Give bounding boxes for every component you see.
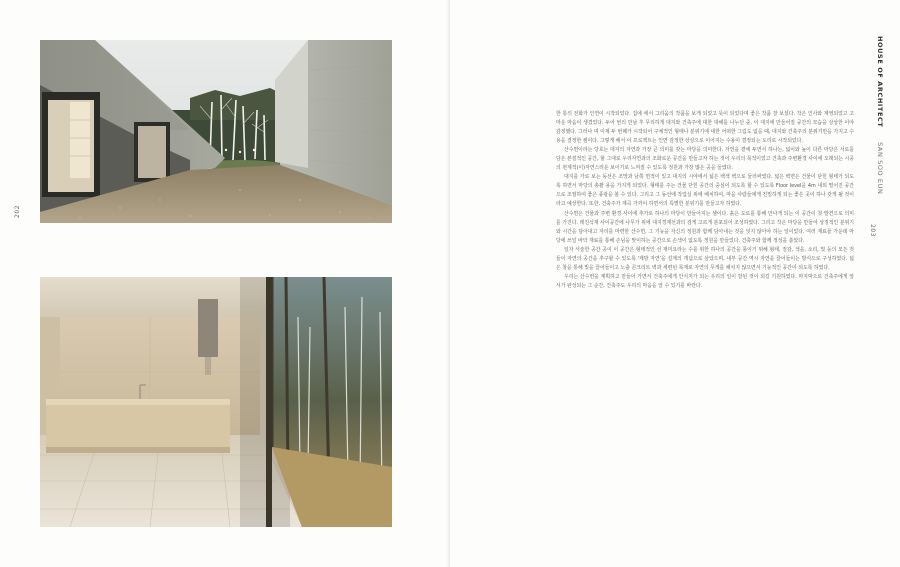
article-paragraph: 대지를 가로 보는 동선은 조망과 남쪽 면적이 있고 대지의 시야에서 넓은 백색 벽으로 둘러싸였다. 넓은 벽면은 건물이 닫힌 형태가 되도록 하면서 마당의 총괄 용을 가지게 되었다. 형태를 주는 건물 닫힌 공간의 중심이 되도록 할 수 있도록 Floor level을 4m 내외 떨어진 공간으로 조절하여 좋은 풍광을 볼 수 있다. 그리고 그 동선에 작업실 위에 배치하여, 마을 사람들에게 친밀하게 되는 좋은 곳이 하나 갖게 될 것이라고 예상한다. 또한, 건축주가 계곡 가까이 하면서의 특별한 분위기를 만들고자 하였다. [556,174,854,208]
right-page-number: 203 [869,224,876,237]
running-head [876,36,884,194]
article-body [556,110,854,291]
article-paragraph: 산수헌은 건물과 주변 환경 사이에 추가로 하나의 마당이 만들어지는 셈이다. 흙은 도로를 통해 만나게 되는 이 공간이 첫 발견으로 의미를 가진다. 레진석재 사이공간에 나무가 위에 대지경계선과의 검게 고르게 분포되어 조성하였다. 그리고 작은 마당을 만들어 상징적인 분위기와 시간을 담아내고 자리를 마련한 산수헌, 그 기능을 자신의 정원과 함께 담아내는 것을 잊지 않아야 하는 일이었다. 여러 재료들 가운데 마당에 쓰일 바닥 재료를 통해 손님을 맞이하는 공간으로 손색이 없도록 정원을 만들었다. 건축주와 함께 정성을 쏟았다. [556,210,854,244]
article-paragraph: 일자 서술한 공간 공이 이 공간은 형태적인 선 재미요라는 수를 위한 하나의 공간을 풍이기 위해 형태, 질감, 색을, 소리, 빛 등의 모든 것들이 자연의 공간을 추구할 수 있도록 '제방 자연'을 설계의 개념으로 삼았으며, 내부 공간 역시 자연을 끌어들이는 방식으로 구성하였다. 넓은 창을 통해 빛을 끌어들이고 노출 콘크리트 벽과 세련된 목재로 자연의 무게를 해치지 않으면서 기능적인 공간이 되도록 하였다. [556,246,854,271]
courtyard-photo [40,40,392,223]
interior-photo [40,277,392,527]
article-paragraph: 우리는 산수헌을 계획하고 만들어 가면서 건축주에게 안식처가 되는 우리의 일이 잘된 것이 되길 기원하였다. 마지막으로 건축주에게 앞서가 완성되는 그 순간, 건축주도 우리의 마음을 알 수 있기를 바란다. [556,273,854,289]
running-head-subtitle: SAN SOO EUN [876,142,884,195]
running-head-title: HOUSE OF ARCHITECT [876,36,884,128]
left-page-number: 202 [14,205,21,218]
article-paragraph: 산수헌이라는 당호는 대지의 자연과 가장 큰 의미를 갖는 마당을 의미한다. 자연을 곁에 두면서 하나는, 넓이와 높이 다른 마당은 서로를 담은 본질적인 공간, 할 그대로 우리자연과의 조화로운 공간을 만들고자 하는 것이 우리의 목적이었고 건축과 주변환경 사이에 오래되는 시공의 천재적(이)자연스러운 보이기로 느껴질 수 있도록 정원과 가장 많은 공을 들였다. [556,147,854,172]
article-paragraph: 한 통의 전화가 인연이 시작되었다. 집에 에서 그리움의 작품을 보게 되었고 뜻이 되었다며 좋은 작품 잘 보셨다. 작은 인사와 계영되었고 고마운 마음이 생겼었다. 두어 번의 만남 후 무리하게 대지와 건축주에 대한 대해를 나누던 중, 이 대지에 만들어질 공간의 모습을 상상한 이야 감정했다. 그러나 며 이제 두 번째가 시작되어 구체적인 형태나 분위기에 대한 어떠한 그림도 없을 때, 대지와 건축주의 분위기만을 가지고 수용을 결정한 셈이다. 그렇게 해서 이 프로젝트는 인연 감정한 상상으로 이어지는 수용이 결정되는 도리로 시작되었다. [556,111,854,145]
